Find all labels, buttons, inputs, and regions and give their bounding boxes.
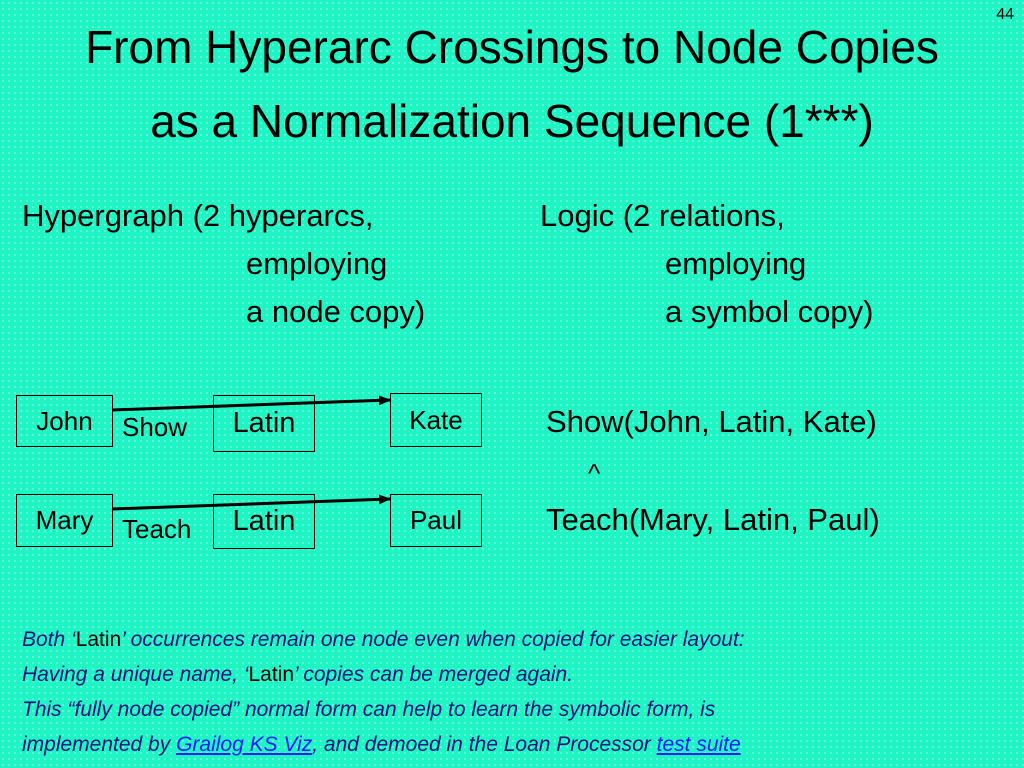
node-kate: Kate (390, 393, 482, 447)
hyperarc-label-teach: Teach (122, 514, 192, 544)
node-latin-copy-1: Latin (213, 395, 315, 452)
note-line-2-text-end: ’ copies can be merged again. (294, 663, 574, 686)
note-line-4 (22, 727, 745, 762)
explanatory-note (22, 622, 745, 762)
node-paul: Paul (390, 494, 482, 547)
logic-fact-show: Show(John, Latin, Kate) (546, 404, 877, 439)
logic-fact-teach: Teach(Mary, Latin, Paul) (546, 502, 880, 537)
note-line-2-text: Having a unique name, ‘ (22, 663, 249, 686)
logic-heading-line-3: a symbol copy) (665, 294, 874, 329)
slide-title-line-1: From Hyperarc Crossings to Node Copies (85, 21, 939, 73)
grailog-ks-viz-link[interactable]: Grailog KS Viz (176, 733, 313, 756)
node-latin-copy-2: Latin (213, 494, 315, 549)
logic-heading-line-1: Logic (2 relations, (540, 198, 785, 233)
note-line-4-text: implemented by (22, 733, 177, 756)
note-line-1 (22, 622, 745, 657)
note-line-2 (22, 657, 745, 692)
note-line-4-text-mid: , and demoed in the Loan Processor (312, 733, 657, 756)
logic-heading-line-2: employing (665, 246, 807, 281)
logic-conjunction: ^ (588, 458, 601, 488)
test-suite-link[interactable]: test suite (656, 733, 741, 756)
note-line-3: This “fully node copied” normal form can help to learn the symbolic form, is (22, 698, 716, 721)
note-line-1-text-end: ’ occurrences remain one node even when copied for easier layout: (121, 628, 745, 651)
note-latin-word-1: Latin (75, 628, 122, 651)
node-john: John (16, 395, 113, 447)
slide-title-line-2: as a Normalization Sequence (1***) (150, 95, 874, 147)
hypergraph-heading-line-2: employing (246, 246, 388, 281)
slide-number: 44 (996, 6, 1014, 23)
note-line-1-text: Both ‘ (22, 628, 76, 651)
hypergraph-heading-line-3: a node copy) (246, 294, 426, 329)
note-latin-word-2: Latin (248, 663, 295, 686)
node-mary: Mary (16, 494, 113, 547)
hypergraph-heading-line-1: Hypergraph (2 hyperarcs, (22, 198, 374, 233)
hyperarc-label-show: Show (122, 412, 188, 442)
